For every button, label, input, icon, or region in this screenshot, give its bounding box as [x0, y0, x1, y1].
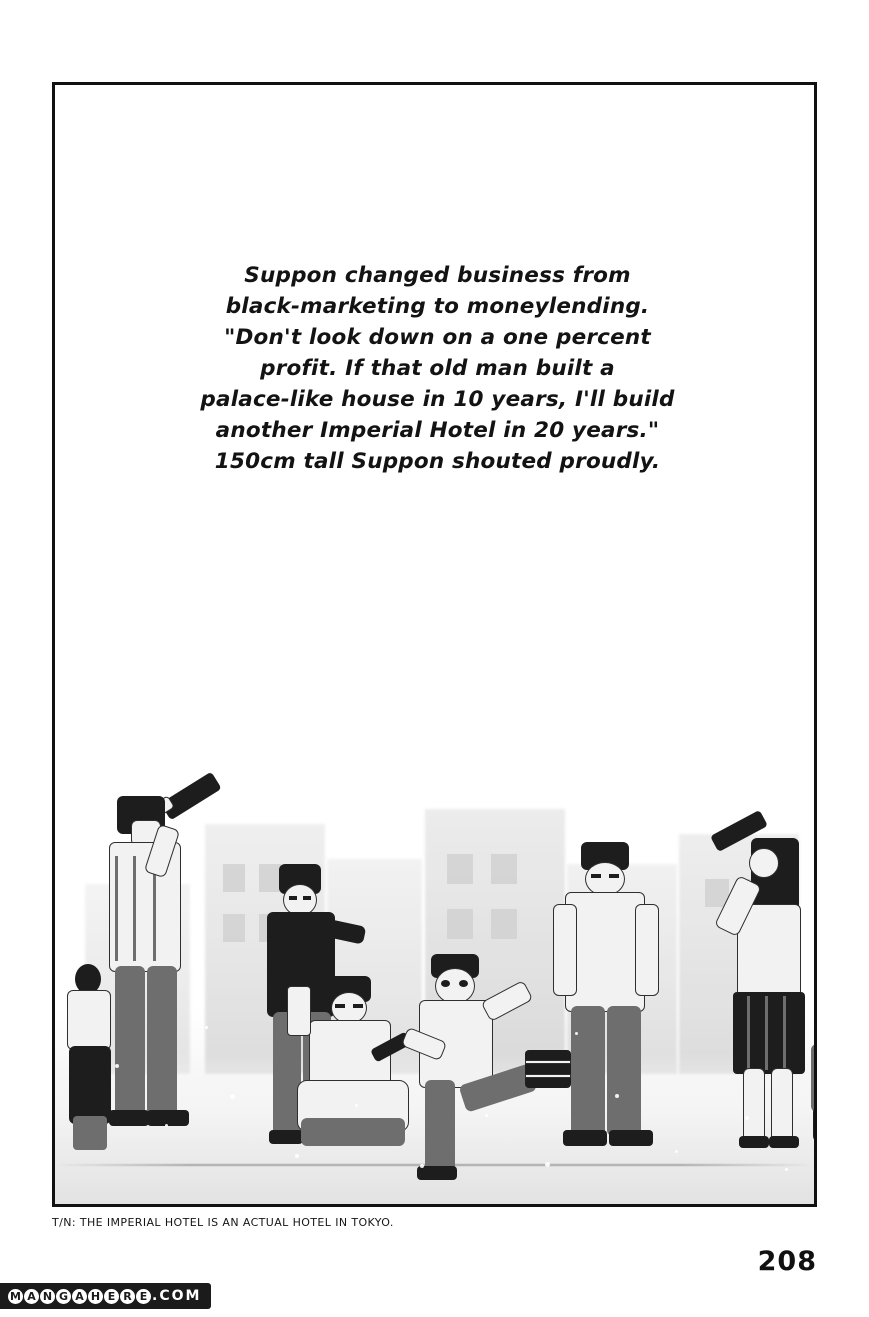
- background-window: [447, 909, 473, 939]
- narration-line-3: "Don't look down on a one percent: [224, 325, 651, 350]
- watermark-letter: H: [88, 1289, 103, 1304]
- watermark-letter: M: [8, 1289, 23, 1304]
- narration-line-5: palace-like house in 10 years, I'll build: [200, 387, 675, 412]
- watermark-letter: E: [136, 1289, 151, 1304]
- figure-standing-light-shirt: [553, 842, 673, 1162]
- comic-panel: [52, 82, 817, 1207]
- watermark-suffix: .COM: [152, 1288, 202, 1304]
- page-number: 208: [757, 1246, 817, 1277]
- figure-drinking-woman-right: [707, 816, 814, 1156]
- watermark-letter: A: [72, 1289, 87, 1304]
- watermark-letter: N: [40, 1289, 55, 1304]
- figure-drinking-man-left: [107, 786, 237, 1186]
- translator-note: T/N: THE IMPERIAL HOTEL IS AN ACTUAL HOTEL IN TOKYO.: [52, 1216, 394, 1229]
- figure-crouching-right: [811, 1014, 814, 1164]
- narration-line-2: black-marketing to moneylending.: [225, 294, 650, 319]
- watermark-letter: A: [24, 1289, 39, 1304]
- narration-line-1: Suppon changed business from: [244, 263, 631, 288]
- bottle-upright: [285, 964, 315, 1044]
- watermark-letter: G: [56, 1289, 71, 1304]
- narration-caption: [185, 260, 690, 477]
- narration-line-6: another Imperial Hotel in 20 years.": [215, 418, 660, 443]
- narration-line-7: 150cm tall Suppon shouted proudly.: [214, 449, 661, 474]
- background-window: [447, 854, 473, 884]
- watermark-letter: R: [120, 1289, 135, 1304]
- watermark-letter: E: [104, 1289, 119, 1304]
- narration-line-4: profit. If that old man built a: [260, 356, 615, 381]
- background-window: [491, 909, 517, 939]
- background-window: [491, 854, 517, 884]
- site-watermark: [0, 1283, 211, 1309]
- panel-artwork: [55, 764, 814, 1204]
